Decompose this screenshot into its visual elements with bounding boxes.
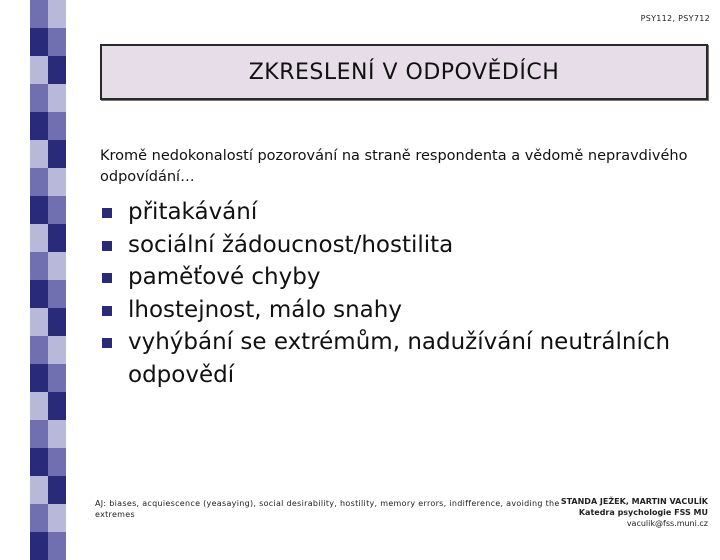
checker-cell [48, 112, 66, 140]
checker-cell [30, 392, 48, 420]
checker-cell [30, 532, 48, 560]
checker-cell [48, 448, 66, 476]
checker-cell [30, 308, 48, 336]
list-item [100, 261, 700, 294]
bullet-square-icon [102, 241, 112, 251]
checker-cell [30, 140, 48, 168]
checker-cell [48, 420, 66, 448]
checker-cell [30, 448, 48, 476]
checker-cell [30, 196, 48, 224]
intro-text: Kromě nedokonalostí pozorování na straně respondenta a vědomě nepravdivého odpovídání… [100, 148, 688, 185]
footnote: AJ: biases, acquiescence (yeasaying), social desirability, hostility, memory errors, indifference, avoiding the extremes [95, 499, 560, 519]
checker-cell [48, 476, 66, 504]
course-code: PSY112, PSY712 [640, 14, 710, 23]
checker-cell [30, 0, 48, 28]
checker-cell [30, 336, 48, 364]
author-email: vaculik@fss.muni.cz [626, 519, 708, 528]
list-item-text: paměťové chyby [128, 264, 321, 290]
checker-cell [30, 224, 48, 252]
bullet-square-icon [102, 208, 112, 218]
checker-cell [48, 364, 66, 392]
bullet-square-icon [102, 306, 112, 316]
list-item-text: sociální žádoucnost/hostilita [128, 231, 454, 258]
checker-cell [48, 0, 66, 28]
checker-cell [30, 168, 48, 196]
list-item [100, 326, 700, 391]
checker-cell [30, 476, 48, 504]
checker-cell [30, 112, 48, 140]
list-item [100, 229, 700, 262]
list-item-text: vyhýbání se extrémům, nadužívání neutrálních odpovědí [128, 329, 671, 388]
checker-cell [48, 280, 66, 308]
bullet-list [100, 196, 700, 391]
author-names: STANDA JEŽEK, MARTIN VACULÍK [560, 497, 708, 506]
checker-cell [48, 504, 66, 532]
checker-cell [30, 504, 48, 532]
checker-cell [30, 252, 48, 280]
checker-cell [48, 252, 66, 280]
checker-cell [48, 196, 66, 224]
list-item [100, 294, 700, 327]
author-department: Katedra psychologie FSS MU [578, 508, 708, 517]
checker-cell [48, 56, 66, 84]
checker-cell [48, 84, 66, 112]
list-item [100, 196, 700, 229]
checker-cell [48, 168, 66, 196]
title-box [100, 44, 708, 100]
author-block [561, 496, 708, 529]
bullet-square-icon [102, 273, 112, 283]
checker-cell [30, 84, 48, 112]
checker-cell [48, 28, 66, 56]
checker-cell [48, 224, 66, 252]
decorative-checker-strip [30, 0, 66, 540]
checker-cell [48, 140, 66, 168]
checker-cell [30, 420, 48, 448]
checker-cell [48, 336, 66, 364]
checker-cell [48, 532, 66, 560]
checker-cell [30, 56, 48, 84]
checker-cell [48, 392, 66, 420]
list-item-text: lhostejnost, málo snahy [128, 296, 402, 323]
checker-cell [48, 308, 66, 336]
list-item-text: přitakávání [128, 199, 258, 225]
bullet-square-icon [102, 338, 112, 348]
checker-cell [30, 28, 48, 56]
checker-cell [30, 364, 48, 392]
checker-cell [30, 280, 48, 308]
slide-title: ZKRESLENÍ V ODPOVĚDÍCH [248, 59, 560, 85]
